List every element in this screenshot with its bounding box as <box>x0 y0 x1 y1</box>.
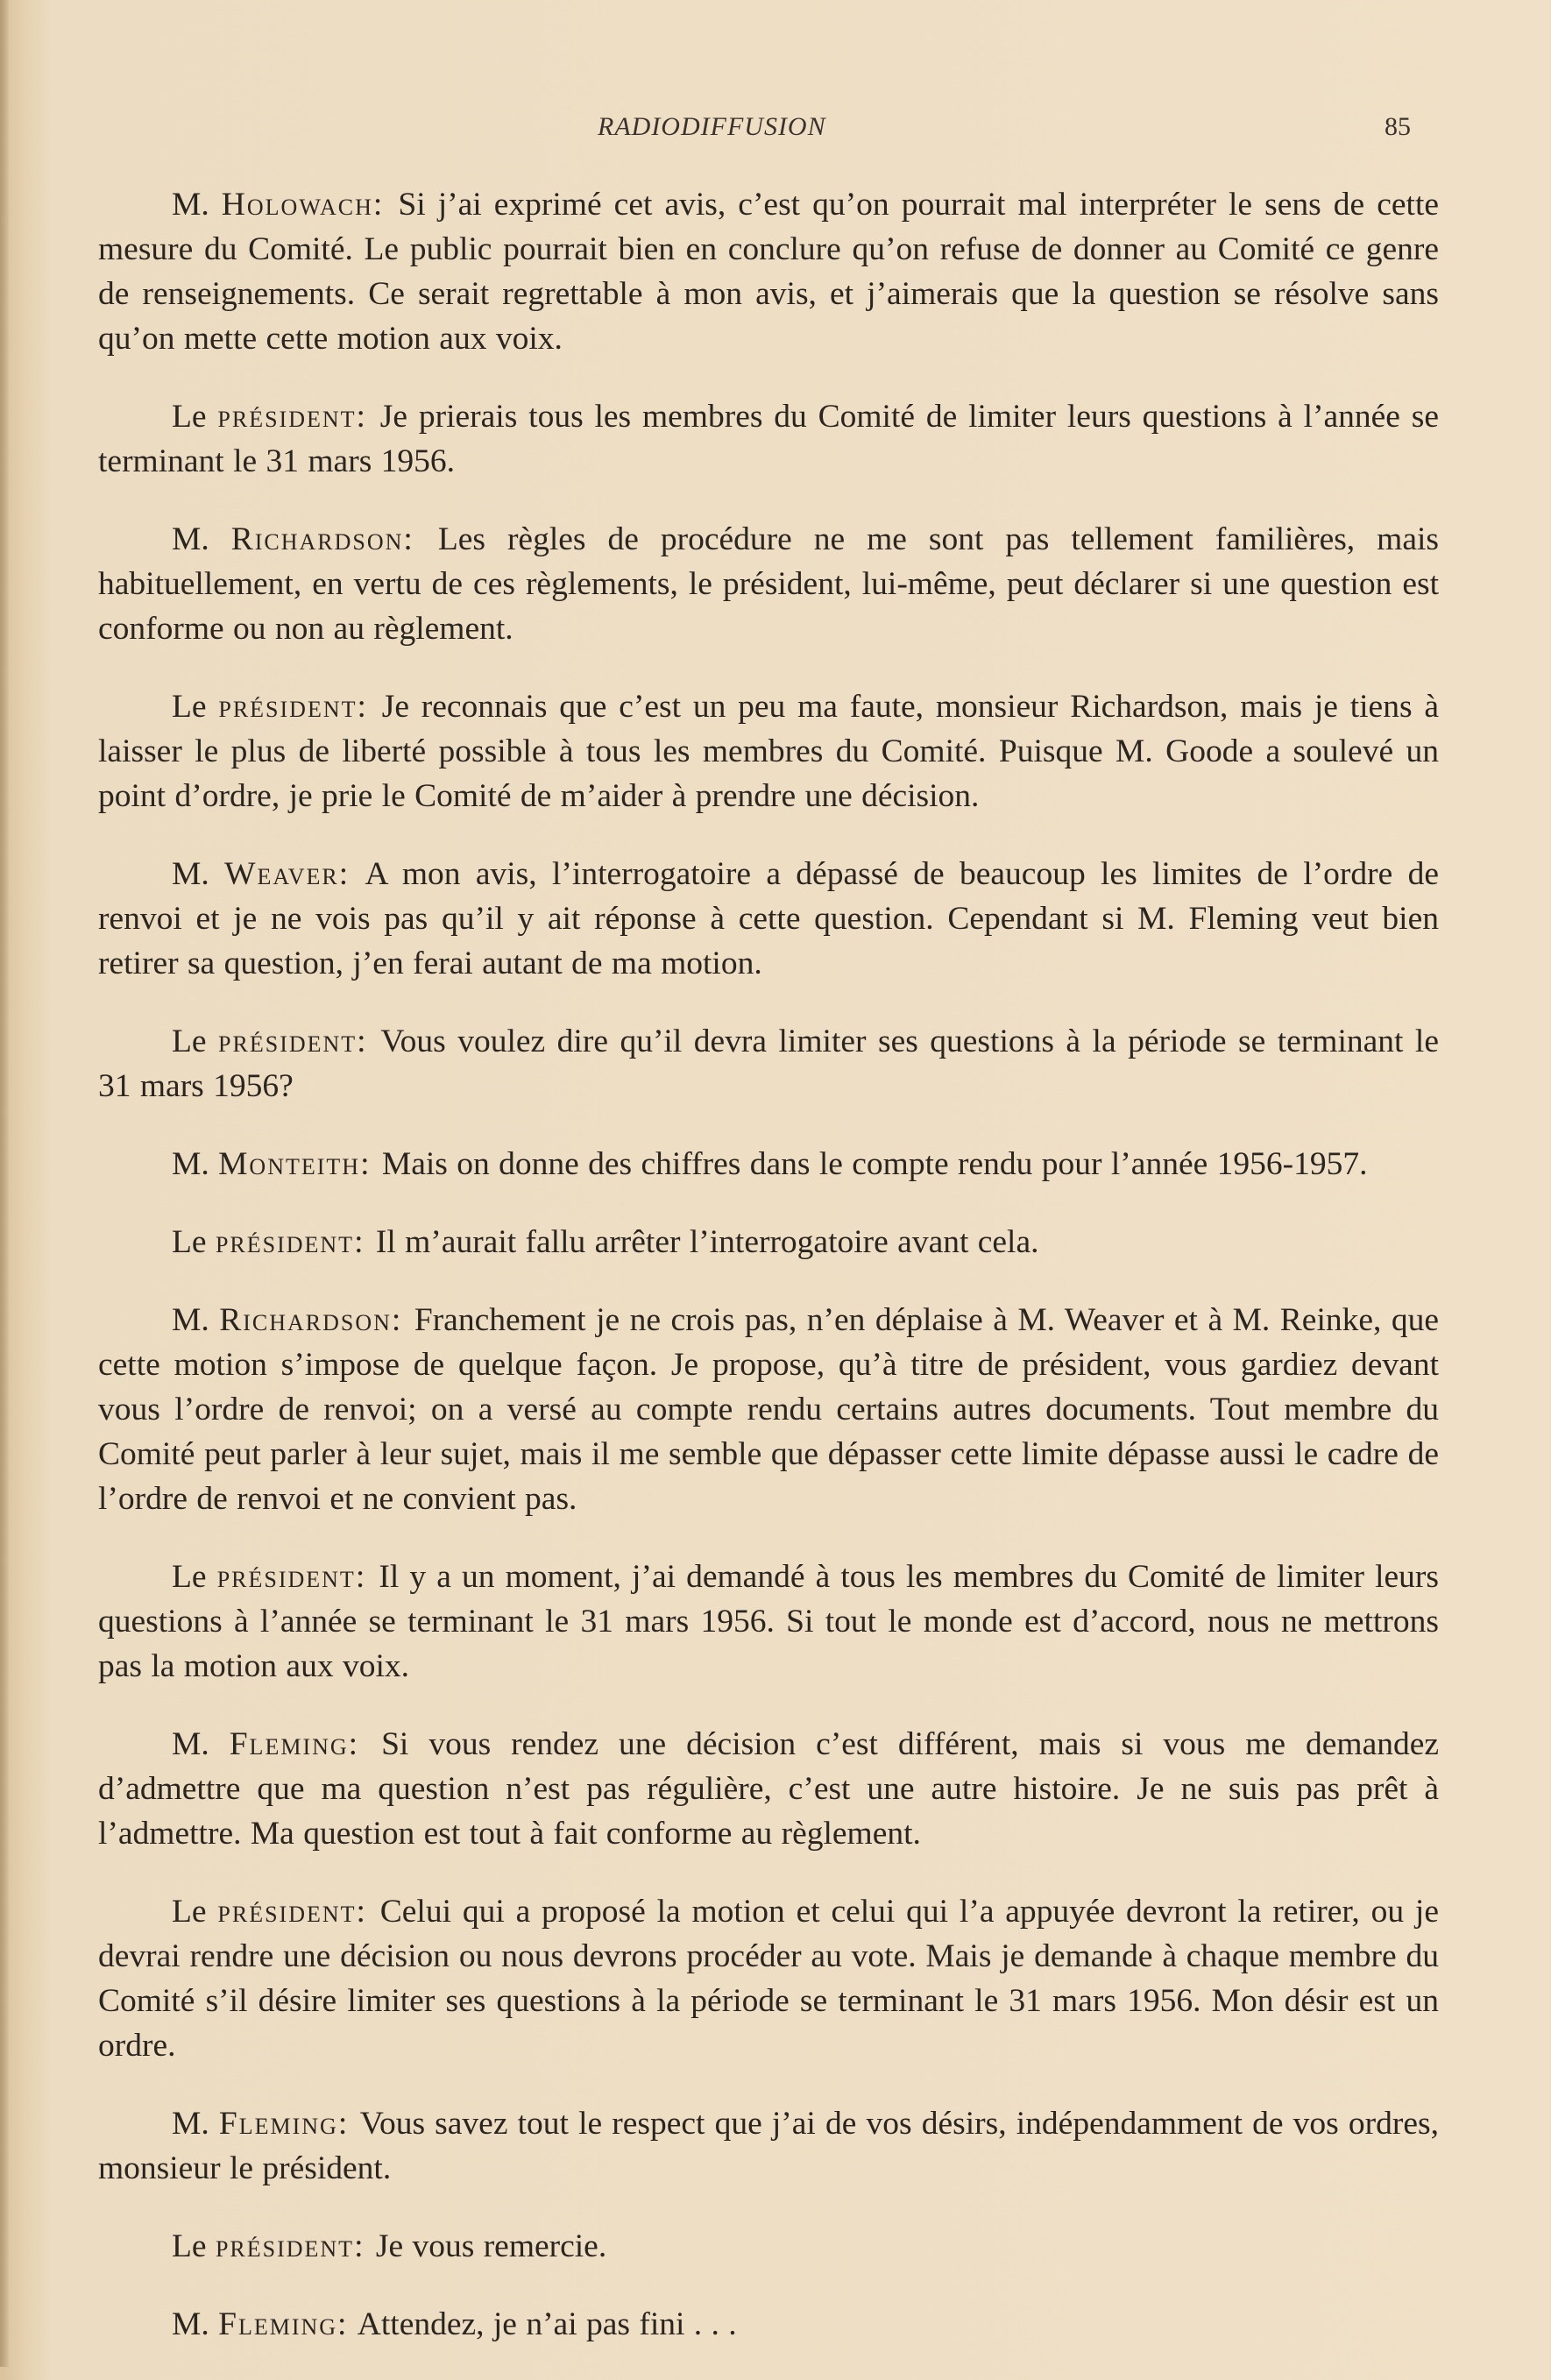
speaker-colon: : <box>348 1726 358 1762</box>
paragraph-3 <box>98 517 1439 651</box>
transcript-body <box>98 182 1439 2380</box>
speaker-title: M. <box>172 1302 209 1338</box>
paragraph-text: Vous savez tout le respect que j’ai de vos désirs, indépendamment de vos ordres, monsieur le président. <box>98 2106 1439 2186</box>
speaker-name: Richardson <box>230 521 404 557</box>
paragraph-6 <box>98 1019 1439 1109</box>
speaker-colon: : <box>357 1024 366 1059</box>
paragraph-7 <box>98 1142 1439 1186</box>
paragraph-text: Vous voulez dire qu’il devra limiter ses questions à la période se terminant le 31 mars 1956? <box>98 1024 1439 1104</box>
page-binding-edge <box>0 0 9 2367</box>
running-head <box>0 112 1551 147</box>
speaker-colon: : <box>356 1894 365 1930</box>
speaker-title: Le <box>172 1894 207 1930</box>
speaker-colon: : <box>354 2228 364 2264</box>
speaker-title: Le <box>172 689 207 725</box>
page-number: 85 <box>1385 112 1411 141</box>
paragraph-1 <box>98 182 1439 361</box>
speaker-title: Le <box>172 2228 207 2264</box>
speaker-name: président <box>218 1024 358 1059</box>
speaker-colon: : <box>360 1146 370 1182</box>
speaker-colon: : <box>354 1224 364 1260</box>
paragraph-10 <box>98 1555 1439 1689</box>
speaker-name: Richardson <box>219 1302 392 1338</box>
speaker-name: Fleming <box>218 2306 338 2342</box>
paragraph-text: Mais on donne des chiffres dans le compte rendu pour l’année 1956-1957. <box>381 1146 1368 1182</box>
speaker-name: président <box>217 399 357 435</box>
running-title: RADIODIFFUSION <box>598 112 826 141</box>
speaker-name: président <box>217 1894 357 1930</box>
speaker-name: président <box>215 2228 355 2264</box>
paragraph-14 <box>98 2224 1439 2269</box>
speaker-name: Fleming <box>229 1726 349 1762</box>
paragraph-text: Attendez, je n’ai pas fini . . . <box>357 2306 737 2342</box>
speaker-colon: : <box>357 689 366 725</box>
paragraph-2 <box>98 394 1439 484</box>
speaker-colon: : <box>338 856 349 892</box>
paragraph-text: Il m’aurait fallu arrêter l’interrogatoire avant cela. <box>375 1224 1039 1260</box>
speaker-colon: : <box>337 2306 347 2342</box>
paragraph-text: A mon avis, l’interrogatoire a dépassé de beaucoup les limites de l’ordre de renvoi et je ne vois pas qu’il y ait réponse à cette question. Cependant si M. Fleming veut bien retirer sa question, j’en ferai autant de ma motion. <box>98 856 1439 981</box>
speaker-title: M. <box>172 1146 209 1182</box>
speaker-title: M. <box>172 2106 209 2142</box>
speaker-name: Holowach <box>221 187 373 223</box>
paragraph-9 <box>98 1298 1439 1521</box>
paragraph-text: Si vous rendez une décision c’est différent, mais si vous me demandez d’admettre que ma question n’est pas régulière, c’est une autre histoire. Je ne suis pas prêt à l’admettre. Ma question est tout à fait conforme au règlement. <box>98 1726 1440 1852</box>
paragraph-text: Je vous remercie. <box>375 2228 607 2264</box>
speaker-colon: : <box>356 399 365 435</box>
paragraph-8 <box>98 1220 1439 1264</box>
speaker-title: M. <box>172 1726 209 1762</box>
speaker-title: Le <box>172 1559 207 1595</box>
paragraph-text: Il y a un moment, j’ai demandé à tous les membres du Comité de limiter leurs questions à l’année se terminant le 31 mars 1956. Si tout le monde est d’accord, nous ne mettrons pas la motion aux voix. <box>98 1559 1439 1684</box>
speaker-title: M. <box>172 187 209 223</box>
paragraph-4 <box>98 684 1439 818</box>
paragraph-12 <box>98 1889 1439 2068</box>
speaker-colon: : <box>355 1559 365 1595</box>
speaker-title: M. <box>172 521 209 557</box>
speaker-colon: : <box>372 187 383 223</box>
speaker-title: Le <box>172 1024 207 1059</box>
paragraph-text: Franchement je ne crois pas, n’en déplaise à M. Weaver et à M. Reinke, que cette motion s’impose de quelque façon. Je propose, qu’à titre de président, vous gardiez devant vous l’ordre de renvoi; on a versé au compte rendu certains autres documents. Tout membre du Comité peut parler à leur sujet, mais il me semble que dépasser cette limite dépasse aussi le cadre de l’ordre de renvoi et ne convient pas. <box>98 1302 1440 1517</box>
speaker-title: Le <box>172 399 207 435</box>
speaker-name: Fleming <box>218 2106 338 2142</box>
paragraph-text: Je prierais tous les membres du Comité de limiter leurs questions à l’année se terminant le 31 mars 1956. <box>98 399 1440 479</box>
speaker-colon: : <box>391 1302 401 1338</box>
speaker-title: M. <box>172 2306 209 2342</box>
paragraph-text: Les règles de procédure ne me sont pas tellement familières, mais habituellement, en vertu de ces règlements, le président, lui-même, peut déclarer si une question est conforme ou non au règlement. <box>98 521 1439 647</box>
paragraph-15 <box>98 2302 1439 2347</box>
paragraph-text: Celui qui a proposé la motion et celui qui l’a appuyée devront la retirer, ou je devrai rendre une décision ou nous devrons procéder au vote. Mais je demande à chaque membre du Comité s’il désire limiter ses questions à la période se terminant le 31 mars 1956. Mon désir est un ordre. <box>98 1894 1439 2064</box>
speaker-name: président <box>216 1559 356 1595</box>
speaker-colon: : <box>403 521 413 557</box>
speaker-name: président <box>218 689 358 725</box>
paragraph-13 <box>98 2101 1439 2191</box>
speaker-name: Monteith <box>218 1146 361 1182</box>
speaker-title: Le <box>172 1224 207 1260</box>
speaker-name: président <box>215 1224 355 1260</box>
paragraph-11 <box>98 1722 1439 1856</box>
paragraph-5 <box>98 852 1439 986</box>
speaker-title: M. <box>172 856 209 892</box>
paragraph-text: Si j’ai exprimé cet avis, c’est qu’on pourrait mal interpréter le sens de cette mesure du Comité. Le public pourrait bien en conclure qu’on refuse de donner au Comité ce genre de renseignements. Ce serait regrettable à mon avis, et j’aimerais que la question se résolve sans qu’on mette cette motion aux voix. <box>98 187 1440 357</box>
speaker-colon: : <box>337 2106 348 2142</box>
speaker-name: Weaver <box>224 856 339 892</box>
paragraph-text: Je reconnais que c’est un peu ma faute, monsieur Richardson, mais je tiens à laisser le plus de liberté possible à tous les membres du Comité. Puisque M. Goode a soulevé un point d’ordre, je prie le Comité de m’aider à prendre une décision. <box>98 689 1439 814</box>
